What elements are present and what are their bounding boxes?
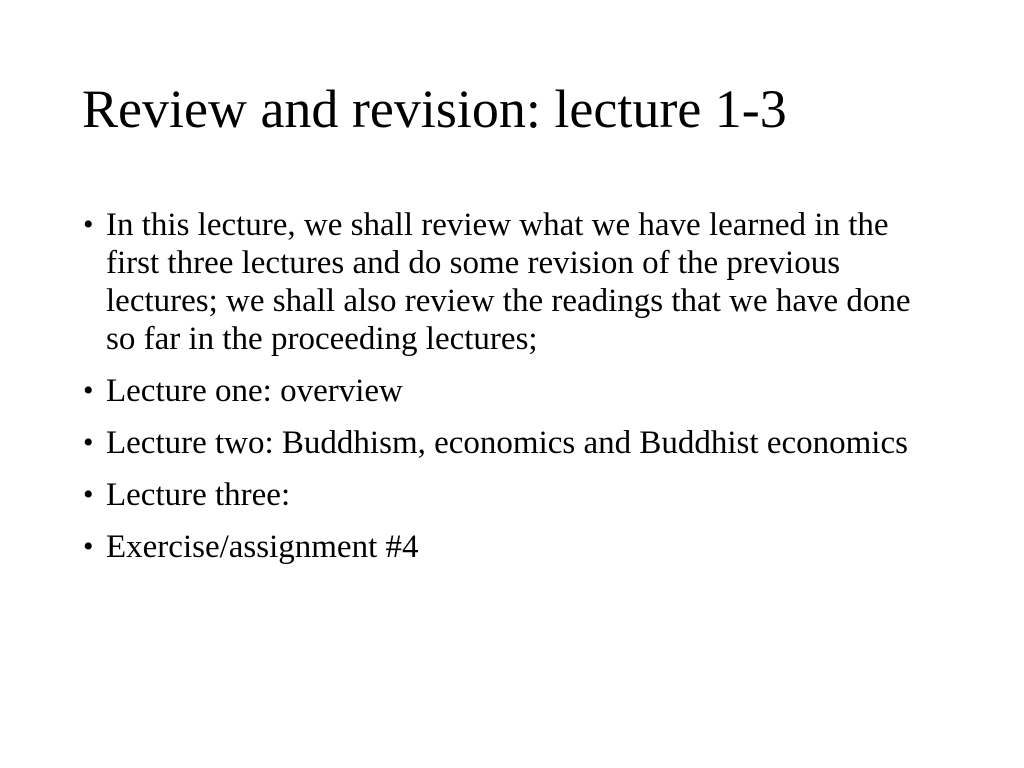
- bullet-item-lecture-two: [82, 424, 942, 462]
- bullet-text: Lecture three:: [106, 477, 291, 513]
- bullet-text: Exercise/assignment #4: [106, 529, 419, 565]
- slide-title: Review and revision: lecture 1-3: [82, 79, 787, 139]
- bullet-icon: •: [83, 208, 94, 241]
- bullet-item-lecture-three: [82, 476, 942, 514]
- bullet-icon: •: [83, 426, 94, 459]
- bullet-text: Lecture two: Buddhism, economics and Buddhist economics: [106, 425, 908, 461]
- bullet-icon: •: [83, 478, 94, 511]
- bullet-text: Lecture one: overview: [106, 373, 403, 409]
- bullet-list: [82, 206, 942, 580]
- bullet-icon: •: [83, 374, 94, 407]
- bullet-item-intro: [82, 206, 942, 358]
- bullet-text: In this lecture, we shall review what we have learned in the first three lectures and do some revision of the previous lectures; we shall also review the readings that we have done so far in the proceeding lectures;: [106, 207, 911, 357]
- bullet-icon: •: [83, 530, 94, 563]
- bullet-item-lecture-one: [82, 372, 942, 410]
- bullet-item-exercise: [82, 528, 942, 566]
